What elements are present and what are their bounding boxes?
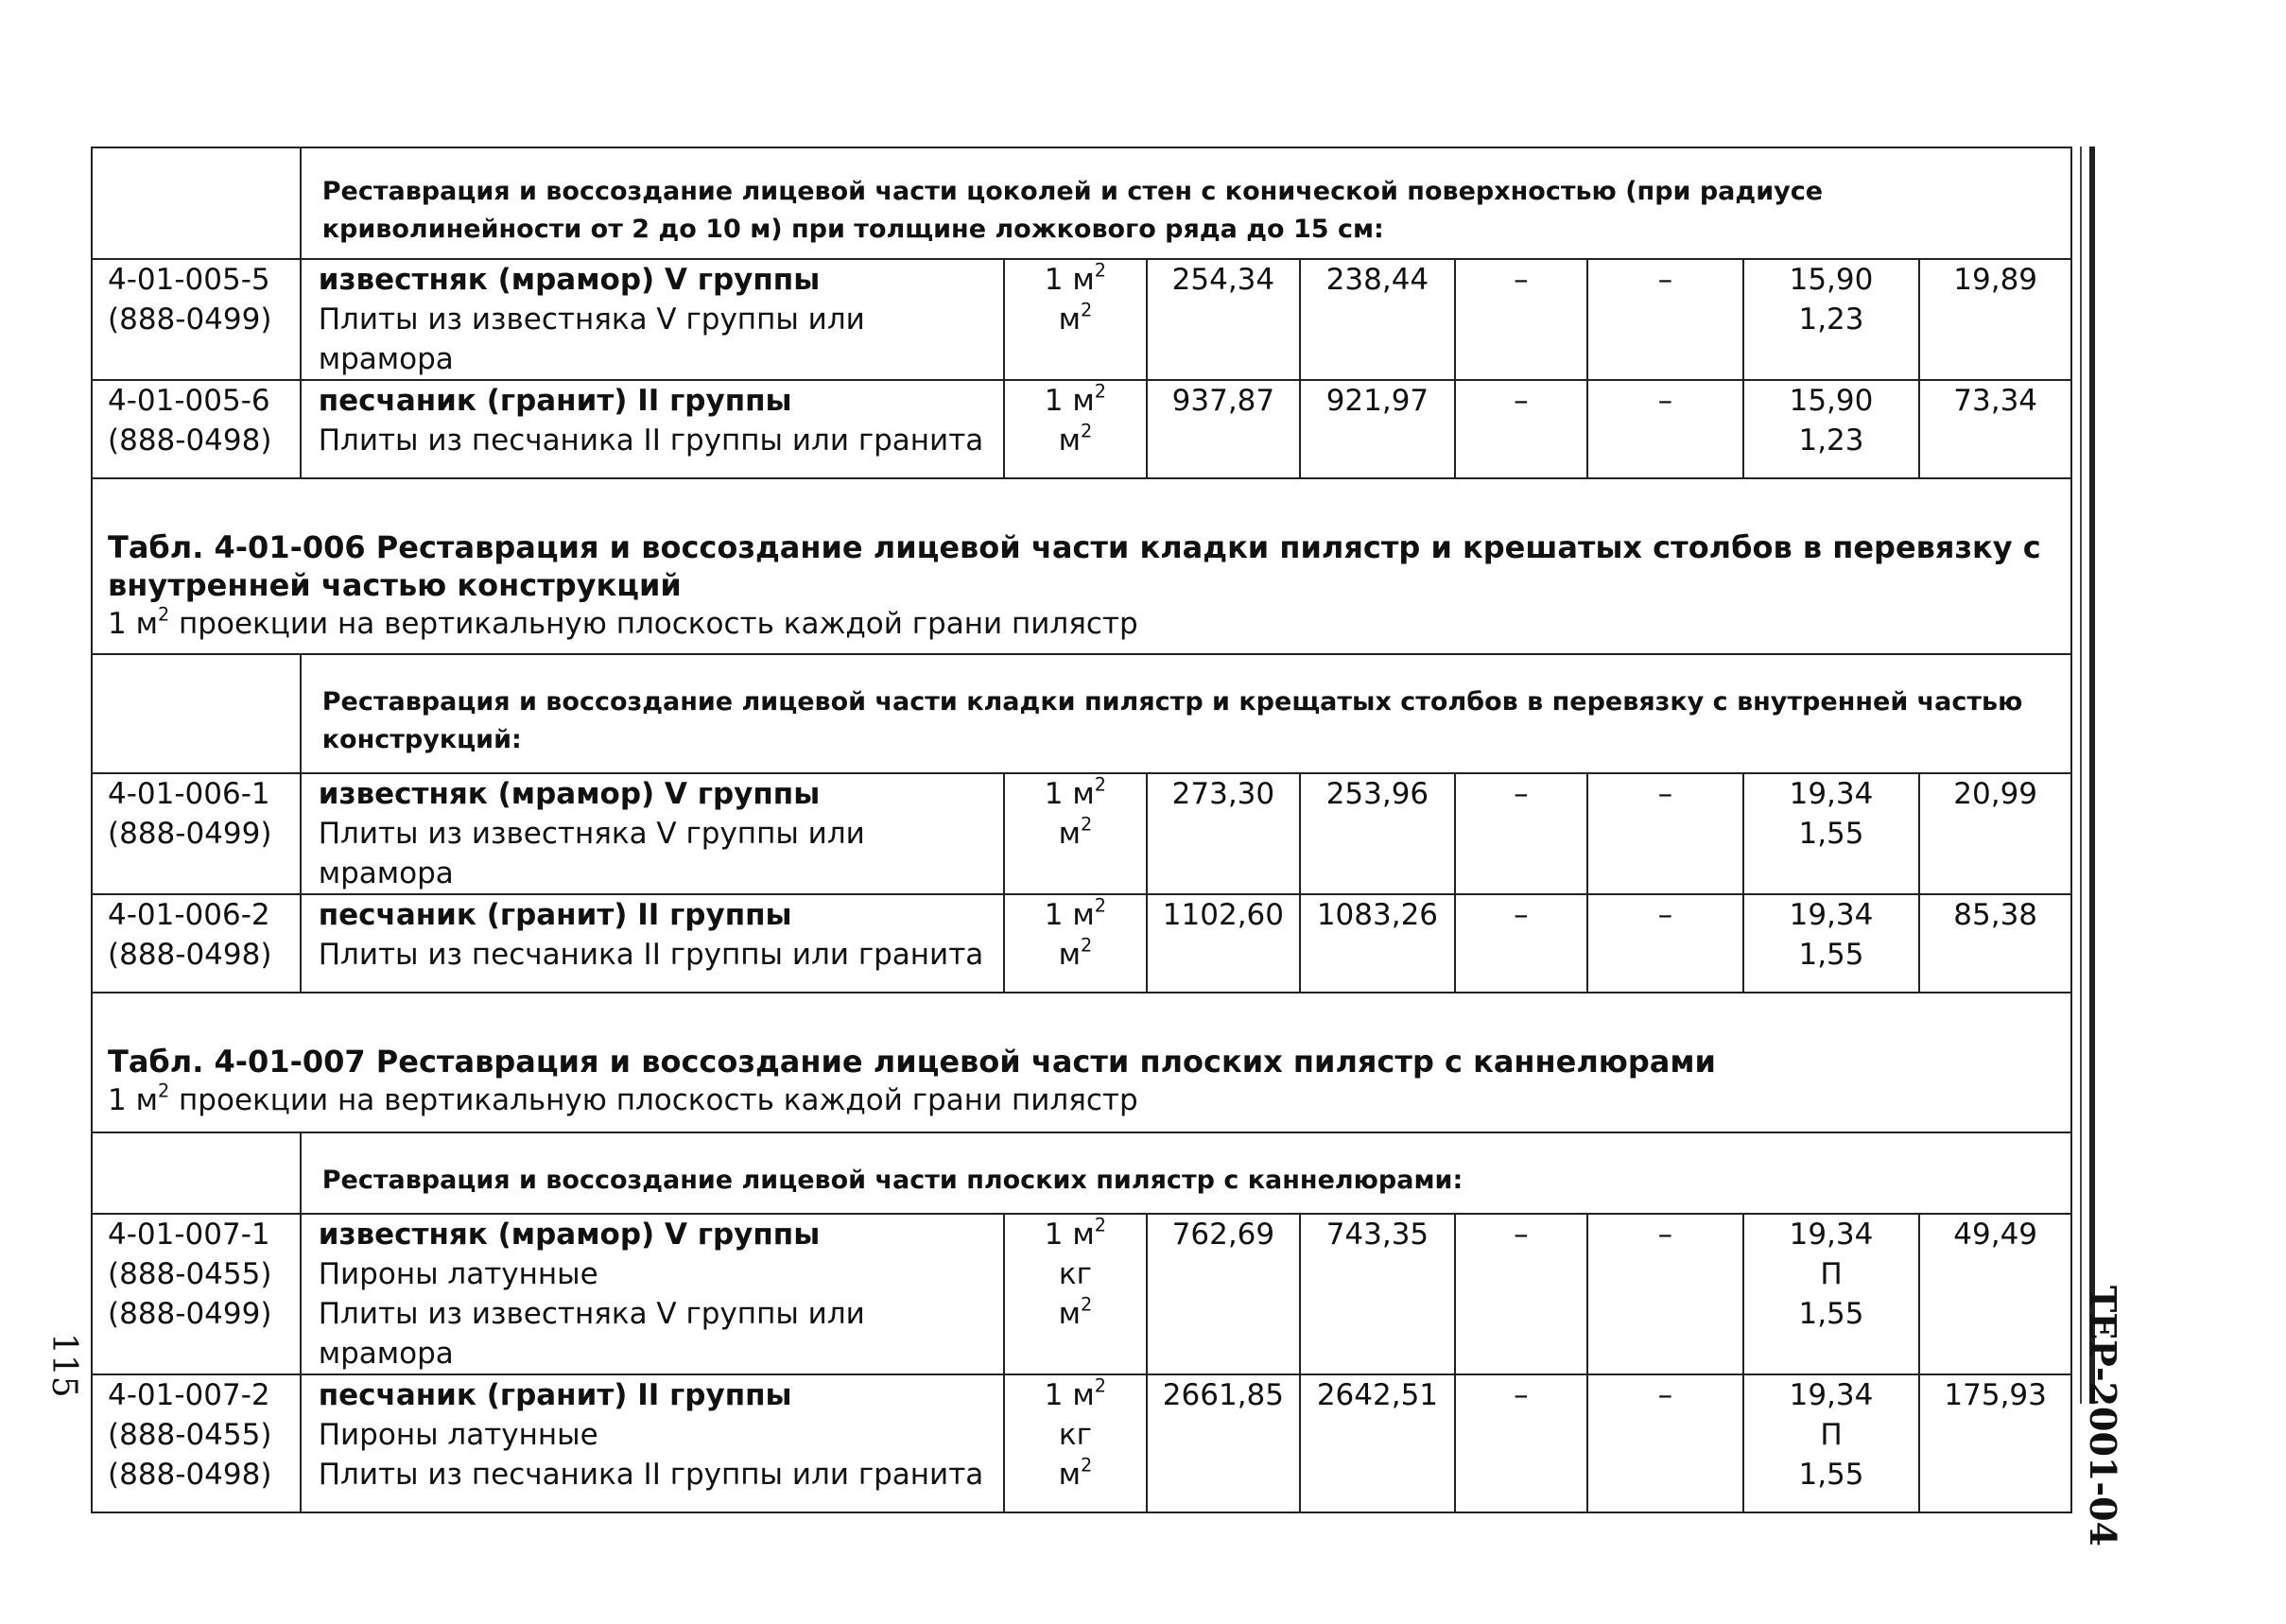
row-price: 762,69 [1147,1214,1301,1374]
table-title-row [92,993,2071,1132]
row-unit: 1 м [1044,777,1095,811]
row-wage: 2642,51 [1300,1374,1455,1512]
row-name: известняк (мрамор) V группы [318,1218,821,1252]
row-unit: кг [1058,1257,1092,1291]
row-code: 4-01-006-1 (888-0499) [92,773,301,894]
row-labor-value: 15,90 [1789,384,1874,418]
superscript: 2 [1080,934,1093,957]
row-unit: 1 м [1044,898,1095,932]
row-units [1004,773,1146,894]
row-machines: – [1455,773,1587,894]
row-units [1004,1374,1146,1512]
row-description [301,773,1004,894]
row-unit: м [1058,938,1081,972]
row-labor [1743,773,1920,894]
row-unit: м [1058,1297,1081,1331]
section-subheader: Реставрация и воссоздание лицевой части кладки пилястр и крещатых столбов в перевязку с внутренней частью конструкций: [301,654,2071,773]
section-subheader-row [92,654,2071,773]
row-material: Плиты из известняка V группы или мрамора [318,817,865,890]
superscript: 2 [1080,1454,1093,1477]
row-price: 1102,60 [1147,894,1301,993]
row-driver-wage: – [1587,1374,1743,1512]
row-name: известняк (мрамор) V группы [318,263,821,297]
row-labor-value: 1,55 [1798,1458,1864,1492]
superscript: 2 [1094,894,1106,917]
empty-code-cell [92,147,301,259]
row-machines: – [1455,894,1587,993]
row-materials-cost: 19,89 [1919,259,2071,380]
row-description [301,1214,1004,1374]
row-unit: 1 м [1044,384,1095,418]
table-row [92,380,2071,478]
row-price: 2661,85 [1147,1374,1301,1512]
row-labor [1743,1374,1920,1512]
page-number: 115 [44,1333,83,1398]
section-subheader: Реставрация и воссоздание лицевой части плоских пилястр с каннелюрами: [301,1132,2071,1214]
row-name: песчаник (гранит) II группы [318,898,792,932]
row-materials-cost: 85,38 [1919,894,2071,993]
row-labor [1743,1214,1920,1374]
row-unit: м [1058,1458,1081,1492]
table-unit-prefix: 1 м [108,607,158,641]
table-title-block [92,993,2071,1132]
table-row [92,1214,2071,1374]
row-unit: 1 м [1044,263,1095,297]
row-labor-value: 19,34 [1789,1378,1874,1412]
table-unit-suffix: проекции на вертикальную плоскость каждой грани пилястр [169,1083,1138,1117]
empty-code-cell [92,1132,301,1214]
superscript: 2 [1094,773,1106,796]
row-labor-value: 19,34 [1789,898,1874,932]
superscript: 2 [1094,1374,1106,1397]
row-description [301,894,1004,993]
section-subheader-row [92,147,2071,259]
table-title-block [92,478,2071,654]
row-wage: 253,96 [1300,773,1455,894]
row-driver-wage: – [1587,380,1743,478]
row-material: Плиты из песчаника II группы или гранита [318,1458,984,1492]
superscript: 2 [1080,813,1093,836]
row-labor-value: 1,55 [1798,1297,1864,1331]
row-description [301,380,1004,478]
row-driver-wage: – [1587,773,1743,894]
row-labor-value: 1,23 [1798,302,1864,337]
row-units [1004,380,1146,478]
row-material: Плиты из известняка V группы или мрамора [318,302,865,376]
table-unit-note [108,604,2057,644]
row-units [1004,894,1146,993]
row-description [301,1374,1004,1512]
superscript: 2 [157,1080,170,1102]
row-units [1004,1214,1146,1374]
page-edge-line-thin [2080,147,2082,1404]
table-title-row [92,478,2071,654]
row-materials-cost: 73,34 [1919,380,2071,478]
superscript: 2 [1080,1293,1093,1316]
row-code: 4-01-007-2 (888-0455) (888-0498) [92,1374,301,1512]
table-row [92,259,2071,380]
empty-code-cell [92,654,301,773]
row-labor-value: 1,23 [1798,423,1864,458]
row-labor [1743,259,1920,380]
row-description [301,259,1004,380]
row-materials-cost: 175,93 [1919,1374,2071,1512]
table-unit-suffix: проекции на вертикальную плоскость каждой грани пилястр [169,607,1138,641]
row-code: 4-01-006-2 (888-0498) [92,894,301,993]
superscript: 2 [1094,259,1106,282]
section-subheader: Реставрация и воссоздание лицевой части цоколей и стен с конической поверхностью (при радиусе криволинейности от 2 до 10 м) при толщине ложкового ряда до 15 см: [301,147,2071,259]
row-material: Пироны латунные [318,1418,598,1452]
document-code: ТЕР-2001-04 [2082,1286,2124,1547]
superscript: 2 [1094,1214,1106,1236]
row-unit: 1 м [1044,1218,1095,1252]
table-row [92,773,2071,894]
row-price: 254,34 [1147,259,1301,380]
row-unit: м [1058,817,1081,851]
row-unit: кг [1058,1418,1092,1452]
row-unit: м [1058,423,1081,458]
table-unit-note [108,1080,2057,1120]
row-machines: – [1455,1214,1587,1374]
row-wage: 921,97 [1300,380,1455,478]
row-name: песчаник (гранит) II группы [318,384,792,418]
row-material: Плиты из известняка V группы или мрамора [318,1297,865,1371]
section-subheader-row [92,1132,2071,1214]
superscript: 2 [1094,380,1106,403]
row-labor-value: 1,55 [1798,938,1864,972]
row-driver-wage: – [1587,1214,1743,1374]
row-labor-value: 15,90 [1789,263,1874,297]
table-row [92,894,2071,993]
superscript: 2 [1080,299,1093,321]
row-units [1004,259,1146,380]
row-price: 937,87 [1147,380,1301,478]
table-title: Табл. 4-01-007 Реставрация и воссоздание лицевой части плоских пилястр с каннелюрами [108,1044,1716,1080]
row-code: 4-01-005-6 (888-0498) [92,380,301,478]
row-wage: 238,44 [1300,259,1455,380]
row-labor [1743,380,1920,478]
row-machines: – [1455,380,1587,478]
table-unit-prefix: 1 м [108,1083,158,1117]
table-title: Табл. 4-01-006 Реставрация и воссоздание лицевой части кладки пилястр и крешатых столбов в перевязку с внутренней частью конструкций [108,529,2041,603]
row-name: известняк (мрамор) V группы [318,777,821,811]
row-material: Плиты из песчаника II группы или гранита [318,938,984,972]
row-wage: 743,35 [1300,1214,1455,1374]
row-driver-wage: – [1587,259,1743,380]
row-name: песчаник (гранит) II группы [318,1378,792,1412]
row-unit: 1 м [1044,1378,1095,1412]
row-wage: 1083,26 [1300,894,1455,993]
row-code: 4-01-005-5 (888-0499) [92,259,301,380]
row-material: Пироны латунные [318,1257,598,1291]
row-materials-cost: 20,99 [1919,773,2071,894]
page-edge-line [2089,147,2095,1404]
row-machines: – [1455,1374,1587,1512]
row-price: 273,30 [1147,773,1301,894]
superscript: 2 [1080,420,1093,442]
row-machines: – [1455,259,1587,380]
row-labor-value: 19,34 [1789,1218,1874,1252]
row-code: 4-01-007-1 (888-0455) (888-0499) [92,1214,301,1374]
row-material: Плиты из песчаника II группы или гранита [318,423,984,458]
row-labor [1743,894,1920,993]
table-row [92,1374,2071,1512]
row-materials-cost: 49,49 [1919,1214,2071,1374]
row-labor-value: П [1820,1418,1843,1452]
row-labor-value: П [1820,1257,1843,1291]
row-labor-value: 1,55 [1798,817,1864,851]
row-unit: м [1058,302,1081,337]
rates-table [91,147,2072,1513]
row-labor-value: 19,34 [1789,777,1874,811]
row-driver-wage: – [1587,894,1743,993]
superscript: 2 [157,603,170,626]
